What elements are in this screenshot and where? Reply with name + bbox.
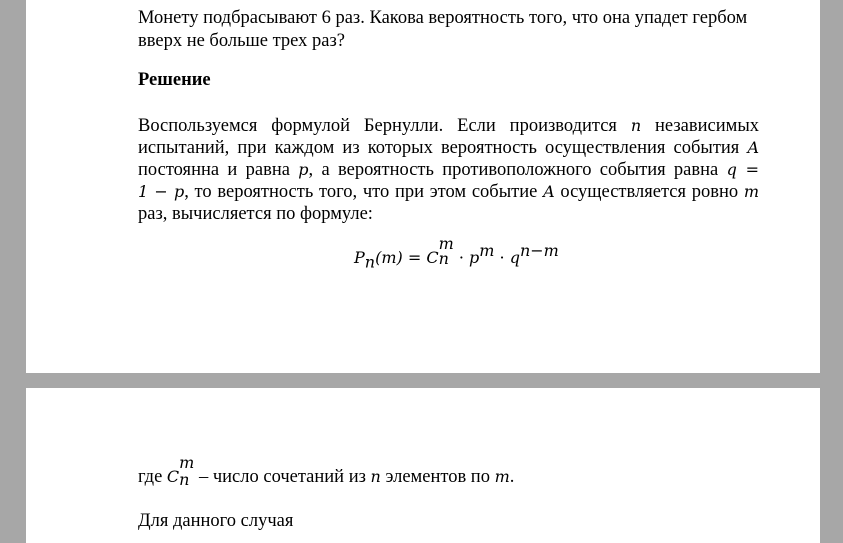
paragraph-text: осуществляется ровно bbox=[560, 182, 739, 202]
solution-heading: Решение bbox=[138, 70, 211, 90]
paragraph-text: . bbox=[509, 467, 515, 487]
where-line bbox=[138, 452, 515, 489]
problem-line-2: вверх не больше трех раз? bbox=[138, 31, 345, 51]
paragraph-line-3 bbox=[138, 159, 759, 181]
paragraph-text: элементов по bbox=[385, 467, 490, 487]
math-expression: 1 − p bbox=[138, 182, 185, 201]
formula-equals: = bbox=[402, 248, 427, 267]
paragraph-line-1 bbox=[138, 115, 759, 137]
formula-dot: · bbox=[453, 248, 469, 267]
math-variable: n bbox=[630, 116, 642, 135]
math-C: C bbox=[166, 467, 180, 486]
math-C-scripts: $^m$ n bbox=[179, 452, 195, 489]
paragraph-text: испытаний, при каждом из которых вероятность осуществления события bbox=[138, 138, 740, 158]
formula-argument: (m) bbox=[375, 248, 403, 267]
paragraph-text: постоянна и равна bbox=[138, 160, 290, 180]
page-1 bbox=[26, 0, 820, 373]
paragraph-text: , то вероятность того, что при этом событие bbox=[184, 182, 538, 202]
formula-P: P bbox=[354, 248, 365, 267]
formula-p: p bbox=[469, 248, 480, 267]
formula-C: C bbox=[426, 248, 439, 267]
math-expression: q = bbox=[726, 160, 760, 179]
formula-q: q bbox=[509, 248, 520, 267]
paragraph-text: Воспользуемся формулой Бернулли. Если производится bbox=[138, 116, 617, 136]
formula-C-scripts: $^m$ n bbox=[438, 234, 454, 268]
math-variable: p bbox=[298, 160, 309, 179]
paragraph-line-4 bbox=[138, 181, 759, 203]
formula-C-superscript: m bbox=[438, 234, 454, 253]
problem-line-1: Монету подбрасывают 6 раз. Какова вероятность того, что она упадет гербом bbox=[138, 8, 748, 28]
formula-p-superscript: m bbox=[479, 241, 495, 260]
last-line: Для данного случая bbox=[138, 511, 294, 531]
page-2 bbox=[26, 388, 820, 543]
paragraph-text: независимых bbox=[655, 116, 760, 136]
math-variable: m bbox=[494, 467, 510, 486]
paragraph-line-5: раз, вычисляется по формуле: bbox=[138, 204, 373, 224]
paragraph-line-2 bbox=[138, 137, 759, 159]
formula-P-subscript: n bbox=[364, 252, 376, 272]
paragraph-text: , а вероятность противоположного события равна bbox=[308, 160, 719, 180]
paragraph-text: где bbox=[138, 467, 163, 487]
bernoulli-formula bbox=[354, 234, 559, 272]
math-variable: n bbox=[370, 467, 381, 486]
math-C-superscript: m bbox=[179, 452, 195, 472]
math-variable: m bbox=[743, 182, 760, 201]
math-variable: A bbox=[543, 182, 555, 201]
math-variable: A bbox=[747, 138, 759, 157]
formula-q-superscript: n−m bbox=[519, 241, 559, 260]
formula-dot: · bbox=[494, 248, 510, 267]
paragraph-text: – число сочетаний из bbox=[194, 467, 366, 487]
